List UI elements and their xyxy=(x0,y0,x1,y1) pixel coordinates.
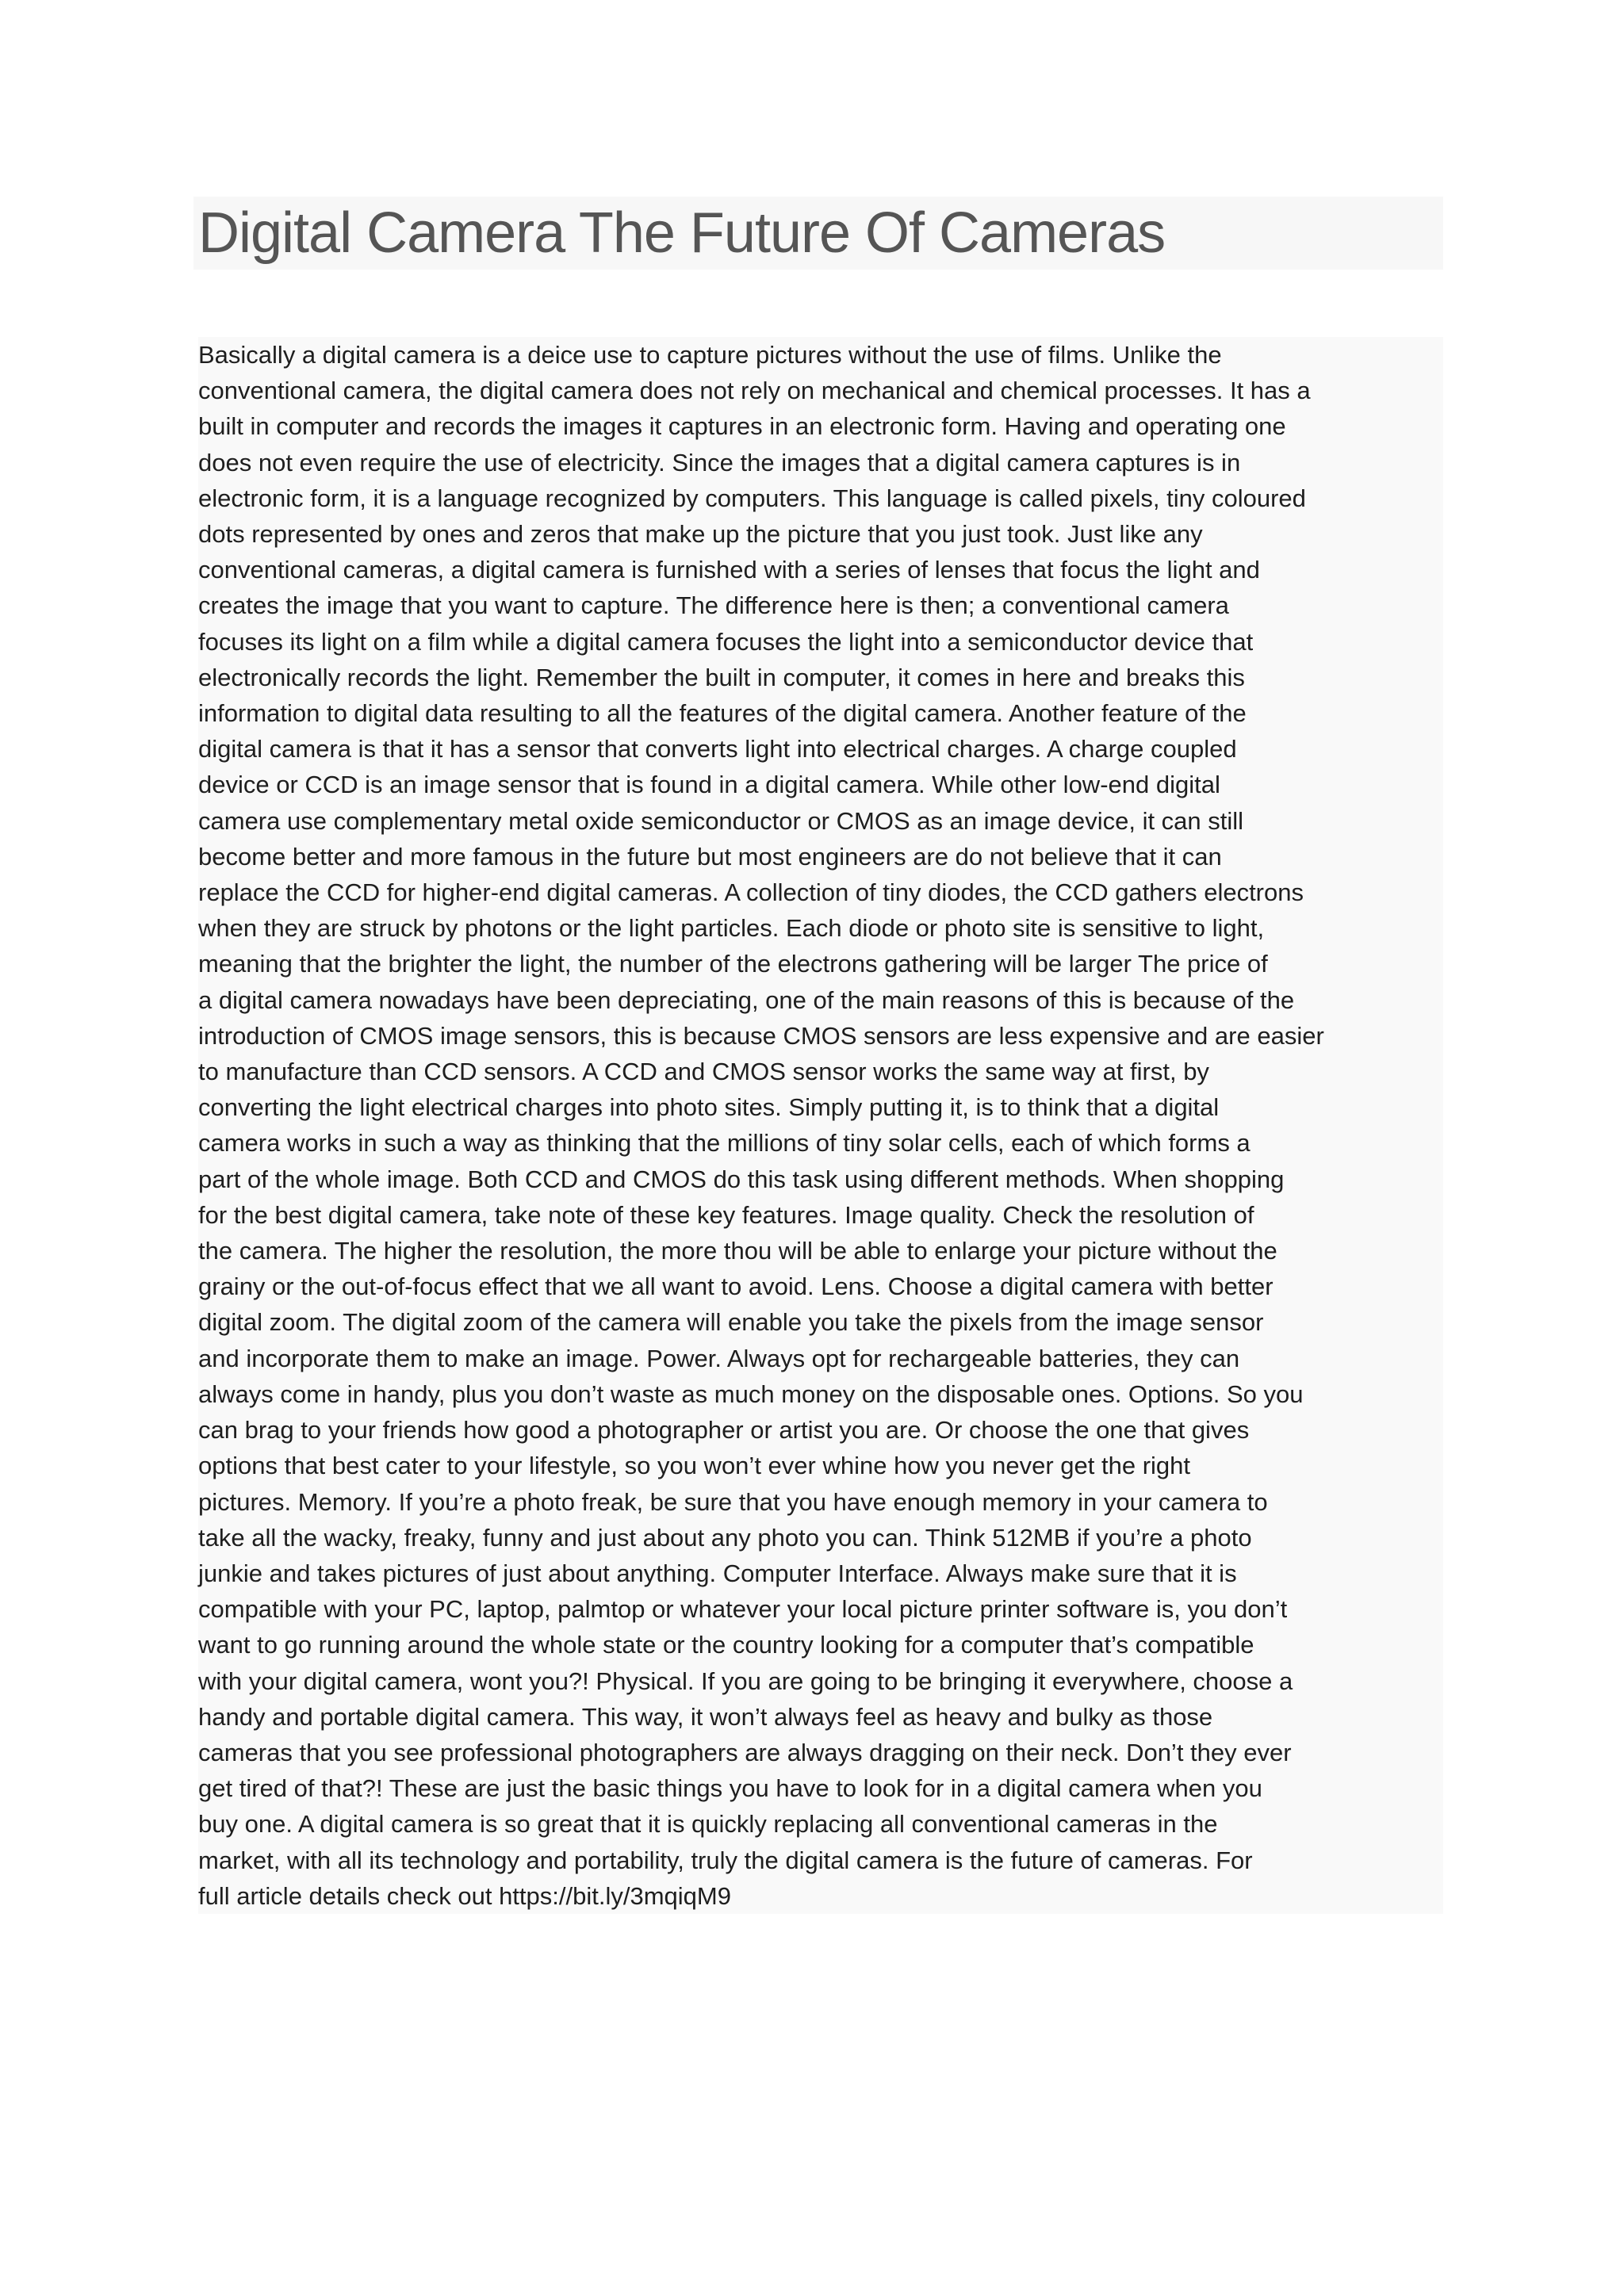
body-line: digital zoom. The digital zoom of the camera will enable you take the pixels from the image sensor xyxy=(198,1304,1443,1340)
body-line: market, with all its technology and portability, truly the digital camera is the future of cameras. For xyxy=(198,1843,1443,1878)
body-line: buy one. A digital camera is so great that it is quickly replacing all conventional cameras in the xyxy=(198,1806,1443,1842)
body-line: camera works in such a way as thinking that the millions of tiny solar cells, each of which forms a xyxy=(198,1125,1443,1161)
body-line: take all the wacky, freaky, funny and just about any photo you can. Think 512MB if you’re a photo xyxy=(198,1520,1443,1556)
page-title: Digital Camera The Future Of Cameras xyxy=(198,201,1166,265)
body-line: device or CCD is an image sensor that is found in a digital camera. While other low-end digital xyxy=(198,767,1443,802)
body-line: can brag to your friends how good a photographer or artist you are. Or choose the one that gives xyxy=(198,1412,1443,1448)
body-line: to manufacture than CCD sensors. A CCD and CMOS sensor works the same way at first, by xyxy=(198,1054,1443,1089)
body-line: want to go running around the whole state or the country looking for a computer that’s compatible xyxy=(198,1627,1443,1663)
body-line: full article details check out https://bit.ly/3mqiqM9 xyxy=(198,1878,1443,1914)
body-line: information to digital data resulting to all the features of the digital camera. Another feature of the xyxy=(198,695,1443,731)
body-line: camera use complementary metal oxide semiconductor or CMOS as an image device, it can still xyxy=(198,803,1443,839)
body-line: conventional cameras, a digital camera is furnished with a series of lenses that focus the light and xyxy=(198,552,1443,587)
body-line: meaning that the brighter the light, the number of the electrons gathering will be larger The price of xyxy=(198,946,1443,982)
body-line: with your digital camera, wont you?! Physical. If you are going to be bringing it everywhere, choose a xyxy=(198,1663,1443,1699)
body-line: electronic form, it is a language recognized by computers. This language is called pixels, tiny coloured xyxy=(198,480,1443,516)
body-line: built in computer and records the images it captures in an electronic form. Having and operating one xyxy=(198,408,1443,444)
article-body xyxy=(198,337,1443,1914)
body-line: and incorporate them to make an image. Power. Always opt for rechargeable batteries, they can xyxy=(198,1341,1443,1376)
body-line: when they are struck by photons or the light particles. Each diode or photo site is sensitive to light, xyxy=(198,910,1443,946)
body-line: digital camera is that it has a sensor that converts light into electrical charges. A charge coupled xyxy=(198,731,1443,767)
body-line: introduction of CMOS image sensors, this is because CMOS sensors are less expensive and are easier xyxy=(198,1018,1443,1054)
body-line: handy and portable digital camera. This way, it won’t always feel as heavy and bulky as those xyxy=(198,1699,1443,1735)
body-line: compatible with your PC, laptop, palmtop or whatever your local picture printer software is, you don’t xyxy=(198,1591,1443,1627)
body-line: Basically a digital camera is a deice use to capture pictures without the use of films. Unlike the xyxy=(198,337,1443,373)
body-line: focuses its light on a film while a digital camera focuses the light into a semiconductor device that xyxy=(198,624,1443,660)
body-line: become better and more famous in the future but most engineers are do not believe that it can xyxy=(198,839,1443,874)
body-line: always come in handy, plus you don’t waste as much money on the disposable ones. Options. So you xyxy=(198,1376,1443,1412)
body-line: get tired of that?! These are just the basic things you have to look for in a digital camera when you xyxy=(198,1770,1443,1806)
body-line: creates the image that you want to capture. The difference here is then; a conventional camera xyxy=(198,587,1443,623)
body-line: does not even require the use of electricity. Since the images that a digital camera captures is in xyxy=(198,445,1443,480)
body-line: cameras that you see professional photographers are always dragging on their neck. Don’t they ever xyxy=(198,1735,1443,1770)
body-line: options that best cater to your lifestyle, so you won’t ever whine how you never get the right xyxy=(198,1448,1443,1483)
body-line: grainy or the out-of-focus effect that we all want to avoid. Lens. Choose a digital camera with better xyxy=(198,1269,1443,1304)
body-line: dots represented by ones and zeros that make up the picture that you just took. Just like any xyxy=(198,516,1443,552)
body-line: replace the CCD for higher-end digital cameras. A collection of tiny diodes, the CCD gathers electrons xyxy=(198,874,1443,910)
body-line: for the best digital camera, take note of these key features. Image quality. Check the resolution of xyxy=(198,1197,1443,1233)
body-line: pictures. Memory. If you’re a photo freak, be sure that you have enough memory in your camera to xyxy=(198,1484,1443,1520)
body-line: converting the light electrical charges into photo sites. Simply putting it, is to think that a digital xyxy=(198,1089,1443,1125)
body-line: part of the whole image. Both CCD and CMOS do this task using different methods. When shopping xyxy=(198,1161,1443,1197)
body-line: the camera. The higher the resolution, the more thou will be able to enlarge your picture without the xyxy=(198,1233,1443,1269)
body-line: a digital camera nowadays have been depreciating, one of the main reasons of this is because of the xyxy=(198,982,1443,1018)
body-line: junkie and takes pictures of just about anything. Computer Interface. Always make sure that it is xyxy=(198,1556,1443,1591)
body-line: electronically records the light. Remember the built in computer, it comes in here and breaks this xyxy=(198,660,1443,695)
body-line: conventional camera, the digital camera does not rely on mechanical and chemical processes. It has a xyxy=(198,373,1443,408)
